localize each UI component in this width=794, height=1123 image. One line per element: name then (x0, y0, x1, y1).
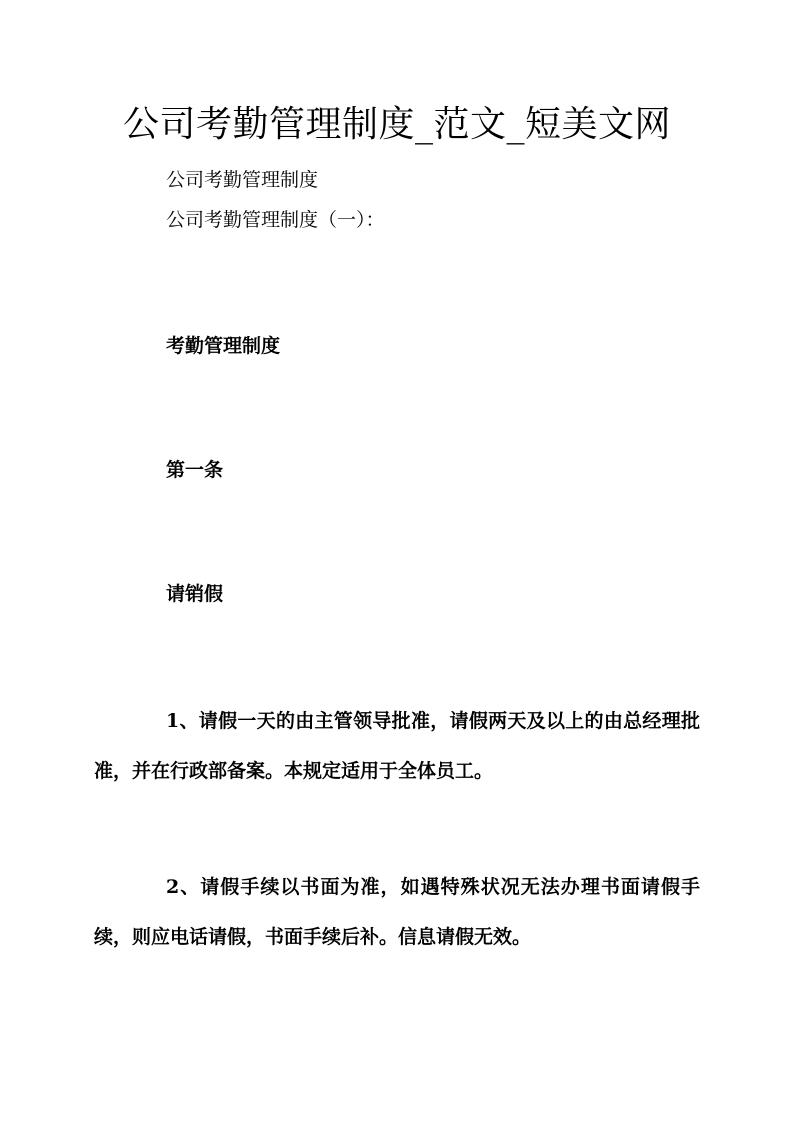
document-title: 公司考勤管理制度_范文_短美文网 (122, 104, 671, 145)
section-heading: 公司考勤管理制度（一）： (166, 209, 385, 231)
policy-heading: 考勤管理制度 (166, 335, 281, 357)
article-label: 第一条 (166, 459, 224, 481)
paragraph-2: 2、请假手续以书面为准，如遇特殊状况无法办理书面请假手续，则应电话请假，书面手续后补。信息请假无效。 (94, 876, 700, 948)
paragraph-1: 1、请假一天的由主管领导批准，请假两天及以上的由总经理批准，并在行政部备案。本规定适用于全体员工。 (94, 710, 700, 782)
topic-label: 请销假 (166, 583, 224, 605)
document-subtitle: 公司考勤管理制度 (166, 169, 319, 191)
